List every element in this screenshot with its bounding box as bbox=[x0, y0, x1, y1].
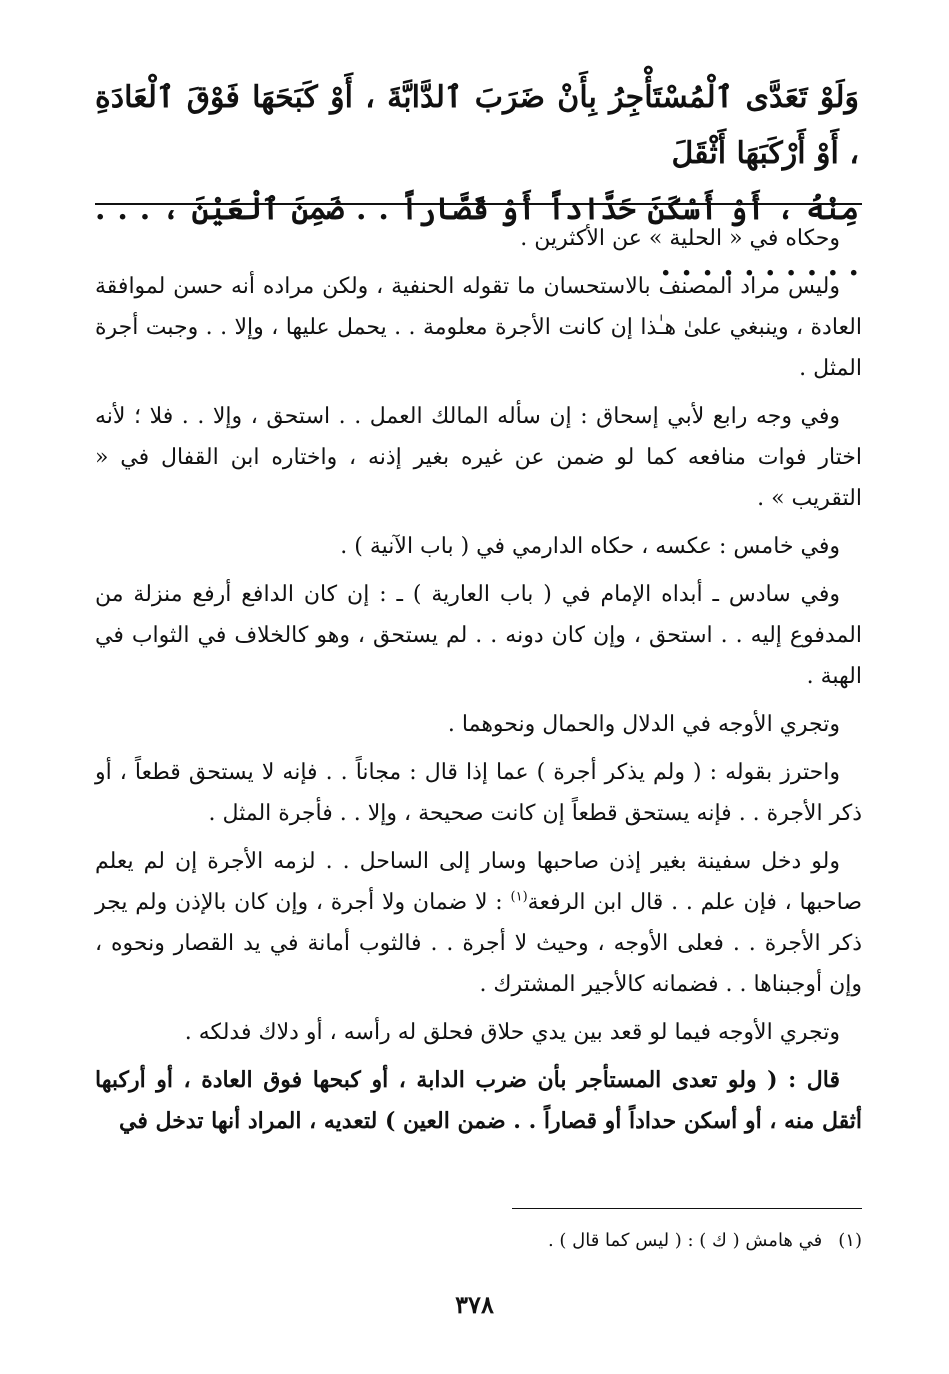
footnote bbox=[95, 1226, 862, 1256]
paragraph: وفي خامس : عكسه ، حكاه الدارمي في ( باب الآنية ) . bbox=[340, 534, 840, 559]
footnote-number: (١) bbox=[838, 1230, 862, 1251]
paragraph-part: ولو دخل سفينة بغير إذن صاحبها وسار إلى الساحل . . لزمه الأجرة إن لم يعلم صاحبها ، فإن علم . . قال ابن الرفعة bbox=[95, 849, 862, 915]
paragraph: وليس مراد المصنف بالاستحسان ما تقوله الحنفية ، ولكن مراده أنه حسن لموافقة العادة ، وينبغي علىٰ هـٰذا إن كانت الأجرة معلومة . . يحمل عليها ، وإلا . . وجبت أجرة المثل . bbox=[95, 274, 862, 381]
paragraph: وتجري الأوجه فيما لو قعد بين يدي حلاق فحلق له رأسه ، أو دلاك فدلكه . bbox=[184, 1020, 840, 1045]
matn-divider bbox=[95, 203, 862, 205]
quoted-matn-paragraph: قال : ( ولو تعدى المستأجر بأن ضرب الدابة ، أو كبحها فوق العادة ، أو أركبها أثقل منه ، أو أسكن حداداً أو قصاراً . . ضمن العين ) لتعديه ، المراد أنها تدخل في bbox=[95, 1067, 862, 1134]
page-number: ٣٧٨ bbox=[455, 1290, 494, 1319]
paragraph-part: : لا ضمان ولا أجرة ، وإن كان بالإذن ولم يجر ذكر الأجرة . . فعلى الأوجه ، وحيث لا أجرة . . فالثوب أمانة في يد القصار ونحوه ، وإن أوجبناها . . فضمانه كالأجير المشترك . bbox=[95, 890, 862, 997]
paragraph: وفي سادس ـ أبداه الإمام في ( باب العارية ) ـ : إن كان الدافع أرفع منزلة من المدفوع إليه . . استحق ، وإن كان دونه . . لم يستحق ، وهو كالخلاف في الثواب في الهبة . bbox=[95, 582, 862, 689]
matn-line-1: وَلَوْ تَعَدَّى ٱلْمُسْتَأْجِرُ بِأَنْ ضَرَبَ ٱلدَّابَّةَ ، أَوْ كَبَحَهَا فَوْقَ ٱلْعَادَةِ ، أَوْ أَرْكَبَهَا أَثْقَلَ bbox=[95, 80, 859, 171]
paragraph bbox=[95, 841, 862, 1005]
paragraph: وتجري الأوجه في الدلال والحمال ونحوهما . bbox=[447, 712, 840, 737]
matn-line-2: مِنْهُ ، أَوْ أَسْكَنَ حَدَّاداً أَوْ قَصَّاراً . . ضَمِنَ ٱلْعَيْنَ ، . . . . . . . . . . . . . bbox=[95, 192, 859, 283]
footnote-reference[interactable]: (١) bbox=[510, 889, 528, 905]
paragraph: واحترز بقوله : ( ولم يذكر أجرة ) عما إذا قال : مجاناً . . فإنه لا يستحق قطعاً ، أو ذكر الأجرة . . فإنه يستحق قطعاً إن كانت صحيحة ، وإلا . . فأجرة المثل . bbox=[95, 760, 862, 826]
footnote-text: في هامش ( ك ) : ( ليس كما قال ) . bbox=[547, 1230, 823, 1251]
footnote-divider bbox=[512, 1208, 862, 1209]
commentary-text bbox=[95, 218, 862, 1149]
paragraph: وحكاه في « الحلية » عن الأكثرين . bbox=[520, 226, 840, 251]
paragraph: وفي وجه رابع لأبي إسحاق : إن سأله المالك العمل . . استحق ، وإلا . . فلا ؛ لأنه اختار فوات منافعه كما لو ضمن عن غيره بغير إذنه ، واختاره ابن القفال في « التقريب » . bbox=[95, 404, 862, 511]
